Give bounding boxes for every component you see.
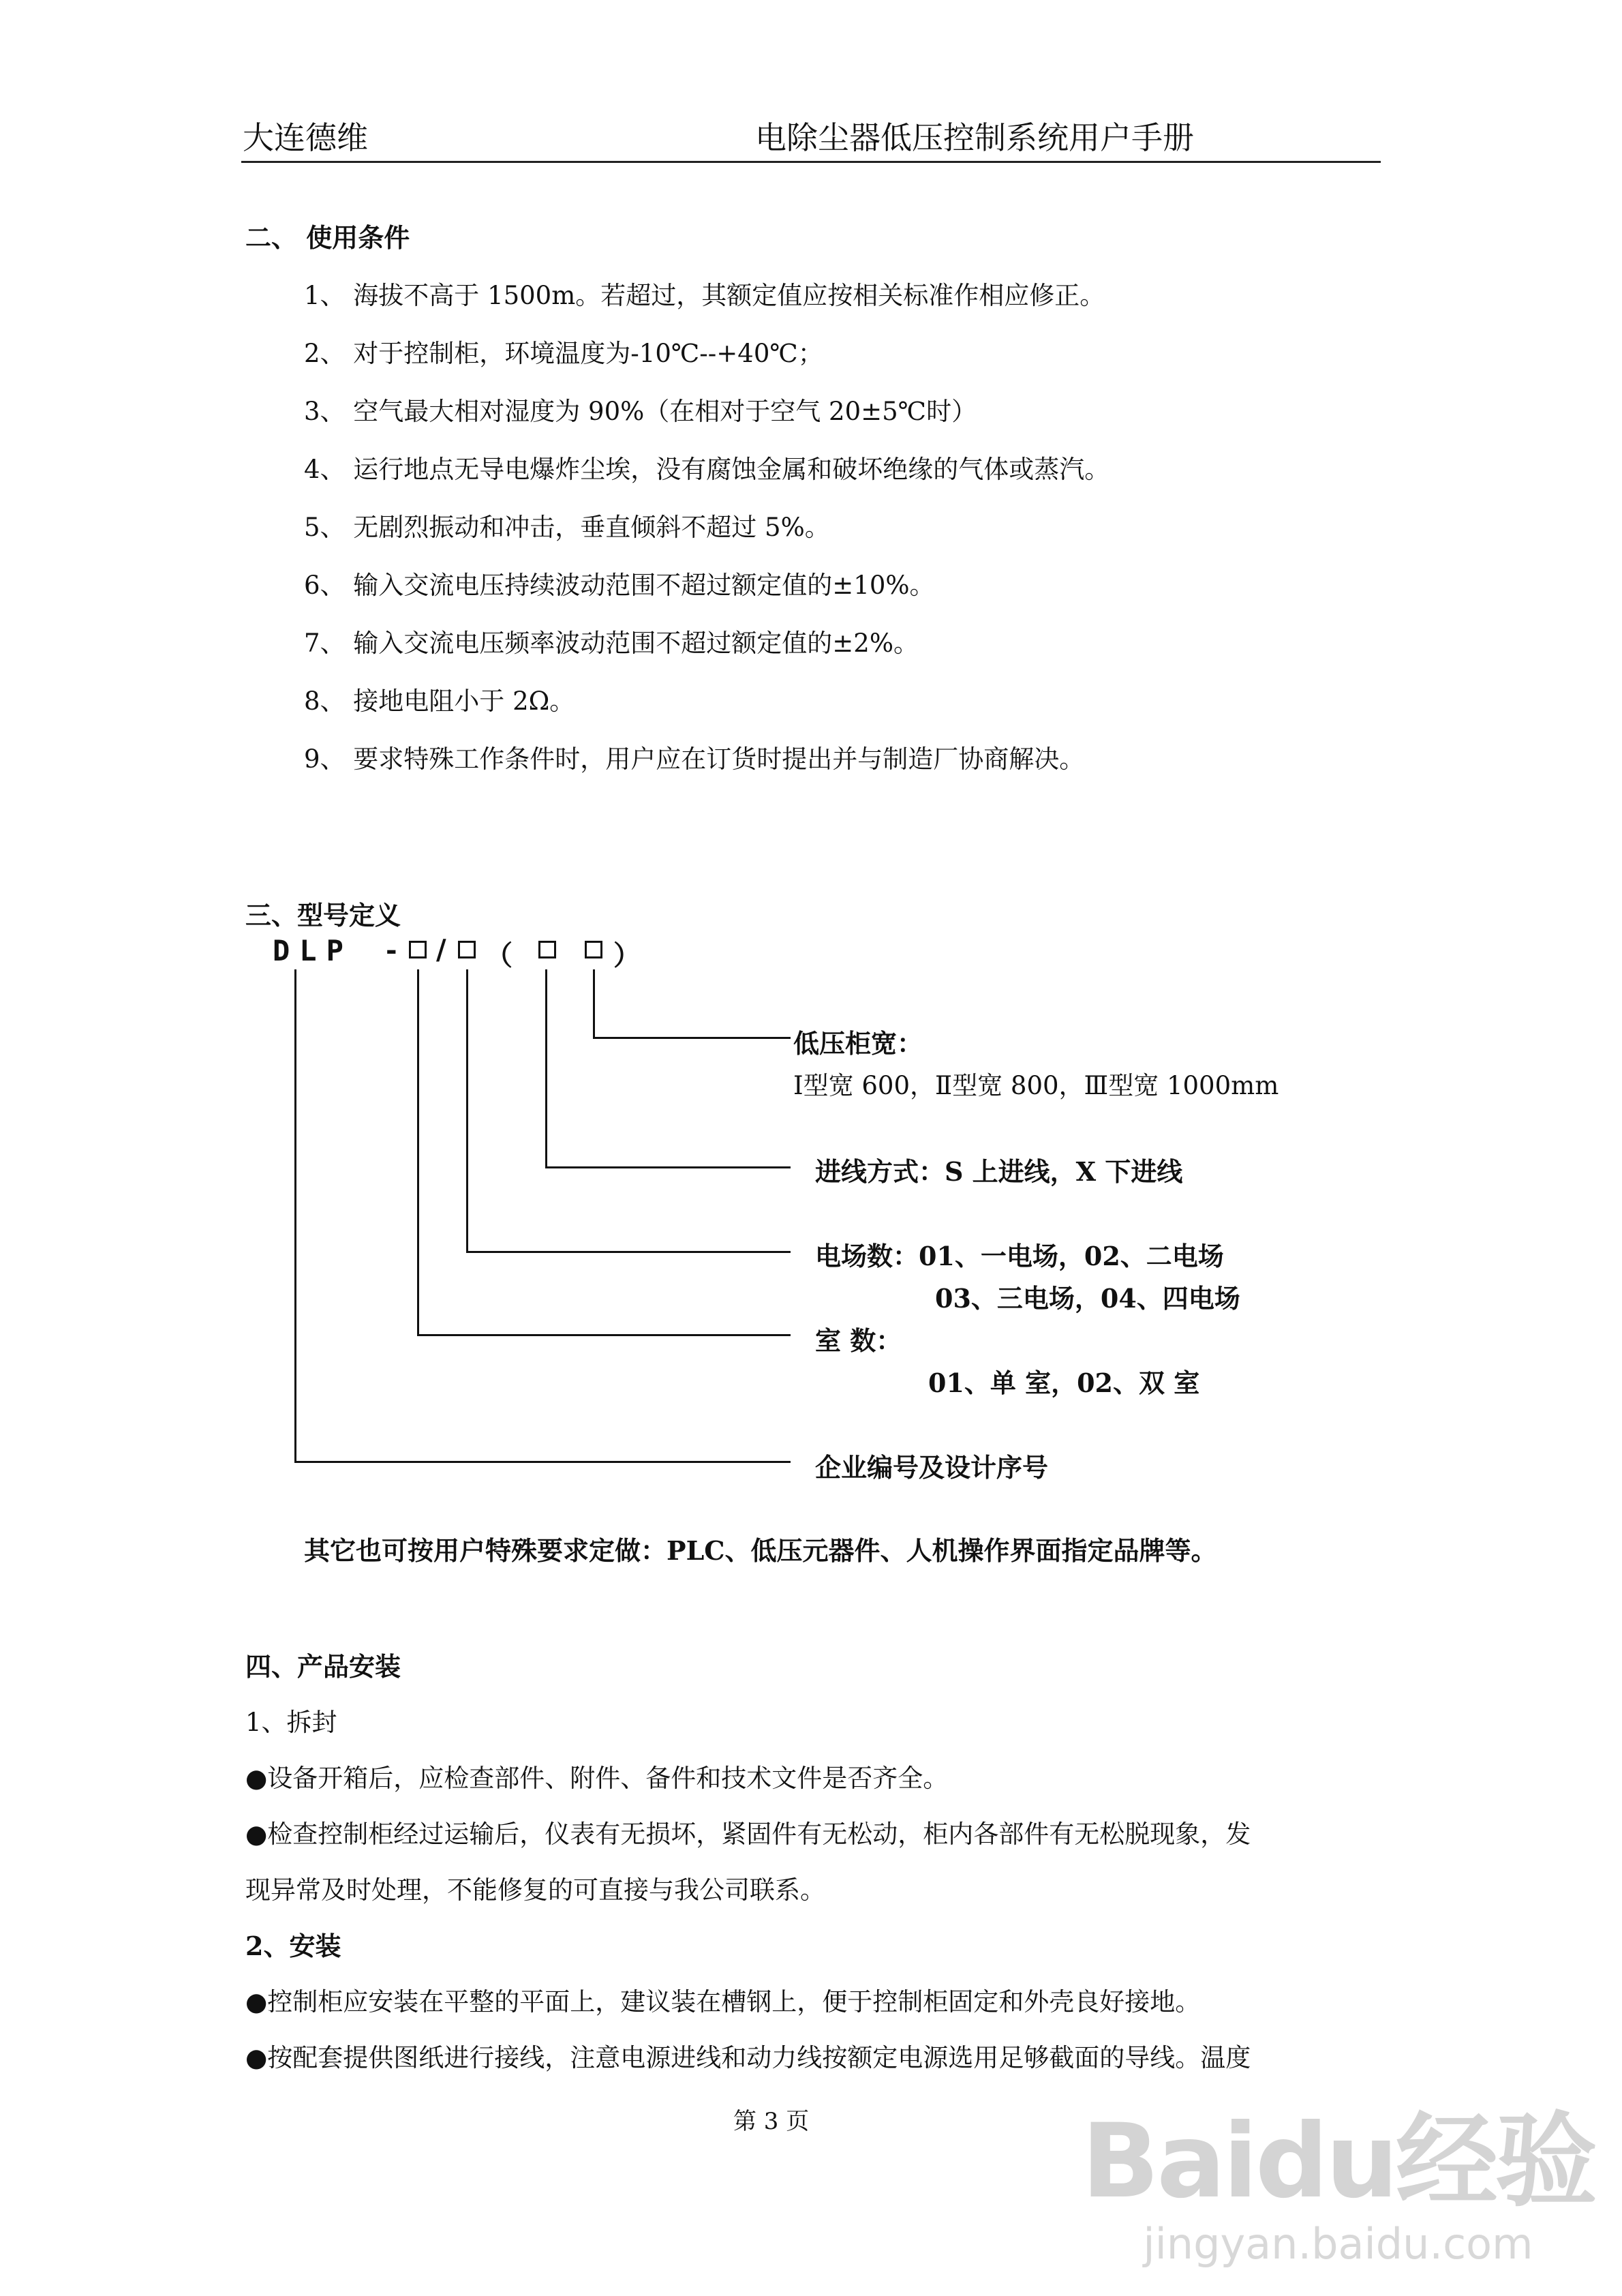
section2-title: 二、 使用条件 [245,222,410,253]
list-item: 1、 海拔不高于 1500m。若超过，其额定值应按相关标准作相应修正。 [304,281,1105,310]
model-rooms-title: 室 数： [815,1325,902,1356]
model-code-slash: / [436,934,446,966]
connector-rooms-horizontal [417,1334,791,1336]
list-item: ●设备开箱后，应检查部件、附件、备件和技术文件是否齐全。 [245,1764,949,1793]
list-item: 6、 输入交流电压持续波动范围不超过额定值的±10%。 [304,571,935,600]
model-fields-line1: 电场数：01、一电场，02、二电场 [815,1241,1224,1271]
watermark-brand: Baidu经验 [1081,2102,1595,2221]
section4-title: 四、产品安装 [245,1651,401,1682]
model-code-box-width [585,941,602,958]
list-item: ●控制柜应安装在平整的平面上，建议装在槽钢上，便于控制柜固定和外壳良好接地。 [245,1987,1201,2016]
connector-fields-horizontal [466,1251,791,1253]
list-item: 2、 对于控制柜，环境温度为-10℃--+40℃； [304,339,823,368]
model-fields-line2: 03、三电场，04、四电场 [935,1283,1240,1314]
model-inlet: 进线方式：S 上进线，X 下进线 [815,1156,1183,1187]
model-width-title: 低压柜宽： [793,1028,923,1059]
connector-inlet-horizontal [545,1166,791,1168]
model-code-dash: - [386,934,397,966]
model-rooms-values: 01、单 室，02、双 室 [928,1368,1200,1398]
section4-sub2: 2、安装 [245,1931,341,1961]
model-code-prefix: DLP [273,934,353,967]
connector-width-vertical [593,969,595,1039]
model-note: 其它也可按用户特殊要求定做：PLC、低压元器件、人机操作界面指定品牌等。 [304,1535,1217,1566]
connector-enterprise-vertical [294,969,296,1463]
model-code-box-fields [458,941,476,958]
header-rule [241,161,1381,163]
connector-enterprise-horizontal [294,1461,791,1463]
list-item: ●检查控制柜经过运输后，仪表有无损坏，紧固件有无松动，柜内各部件有无松脱现象，发 [245,1819,1251,1849]
header-company: 大连德维 [243,119,368,156]
list-item: 9、 要求特殊工作条件时，用户应在订货时提出并与制造厂协商解决。 [304,744,1085,774]
section4-sub1: 1、拆封 [245,1708,337,1737]
list-item: 7、 输入交流电压频率波动范围不超过额定值的±2%。 [304,629,919,658]
watermark-url: jingyan.baidu.com [1143,2219,1533,2269]
list-item: 4、 运行地点无导电爆炸尘埃，没有腐蚀金属和破坏绝缘的气体或蒸汽。 [304,455,1110,484]
model-code-box-rooms [409,941,427,958]
model-enterprise: 企业编号及设计序号 [815,1452,1049,1483]
list-item: 3、 空气最大相对湿度为 90%（在相对于空气 20±5℃时） [304,397,977,426]
model-code-box-inlet [538,941,556,958]
connector-fields-vertical [466,969,468,1253]
model-width-values: Ⅰ型宽 600，Ⅱ型宽 800，Ⅲ型宽 1000mm [793,1071,1279,1100]
model-code-close-paren: ） [613,939,641,971]
baidu-watermark [1082,2079,1595,2269]
model-code-open-paren: （ [485,939,512,971]
connector-inlet-vertical [545,969,547,1168]
section3-title: 三、型号定义 [245,900,401,931]
list-item-continuation: 现异常及时处理，不能修复的可直接与我公司联系。 [245,1875,825,1905]
list-item: 8、 接地电阻小于 2Ω。 [304,686,575,716]
list-item: ●按配套提供图纸进行接线，注意电源进线和动力线按额定电源选用足够截面的导线。温度 [245,2043,1251,2072]
page-number: 第 3 页 [733,2108,810,2135]
list-item: 5、 无剧烈振动和冲击，垂直倾斜不超过 5%。 [304,513,830,542]
header-manual-title: 电除尘器低压控制系统用户手册 [755,119,1194,156]
connector-width-horizontal [593,1037,791,1039]
connector-rooms-vertical [417,969,419,1336]
